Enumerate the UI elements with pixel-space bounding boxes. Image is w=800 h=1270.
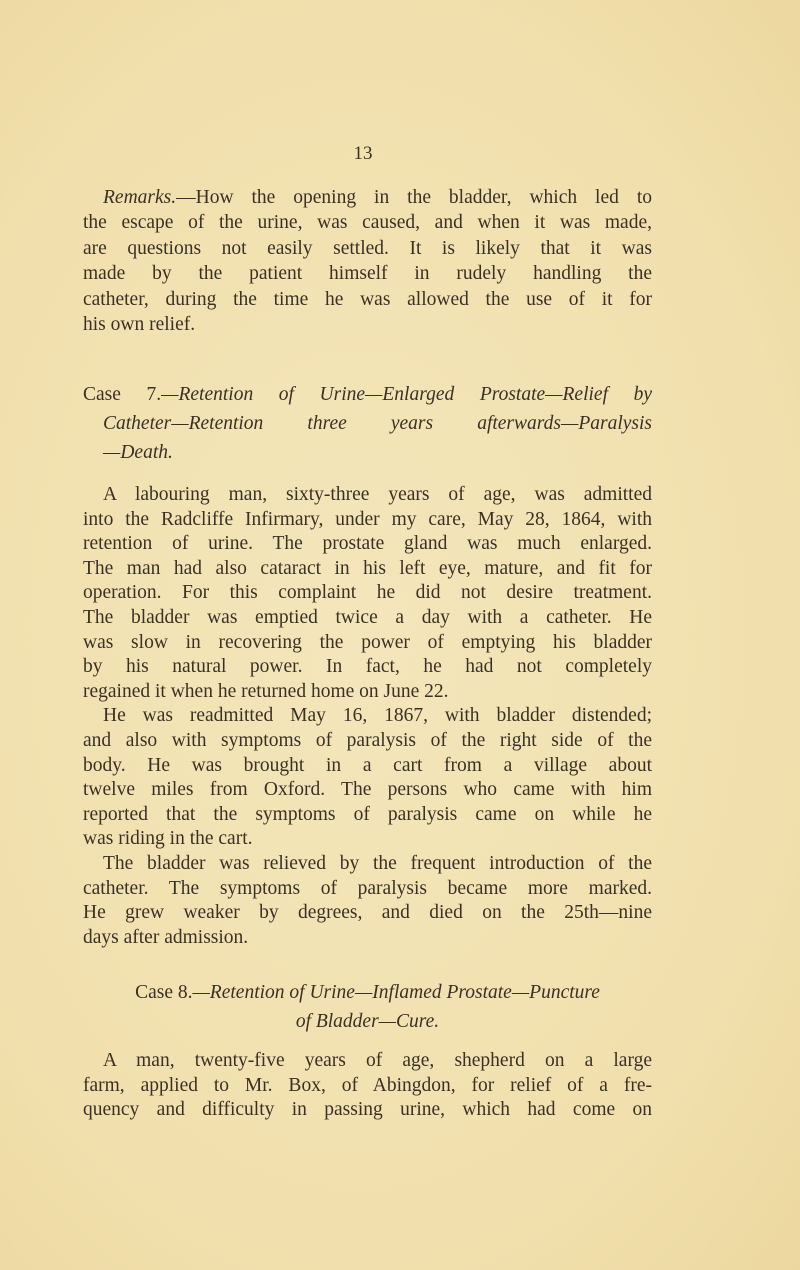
case-7-body — [83, 483, 652, 950]
text-line — [83, 978, 652, 1007]
case-8-heading — [83, 978, 652, 1036]
heading-text: Catheter—Retention three years afterwards—Paralysis — [103, 413, 652, 434]
text-line — [83, 438, 652, 467]
line-text: A man, twenty-five years of age, shepherd on a large — [103, 1050, 652, 1071]
text-line — [83, 210, 652, 235]
remarks-label: Remarks. — [103, 187, 177, 208]
line-text: body. He was brought in a cart from a village about — [83, 754, 652, 776]
text-line — [83, 557, 652, 582]
text-line — [83, 655, 652, 680]
line-text: —How the opening in the bladder, which led to — [176, 187, 652, 208]
line-text: The man had also cataract in his left eye, mature, and fit for — [83, 557, 652, 579]
text-line — [83, 287, 652, 312]
line-text: the escape of the urine, was caused, and when it was made, — [83, 212, 652, 234]
text-line — [83, 483, 652, 508]
text-line — [83, 532, 652, 557]
text-line — [83, 680, 652, 705]
text-line — [83, 606, 652, 631]
line-text: and also with symptoms of paralysis of the right side of the — [83, 729, 652, 751]
line-text: by his natural power. In fact, he had not completely — [83, 656, 652, 678]
remarks-paragraph — [83, 185, 652, 337]
line-text: into the Radcliffe Infirmary, under my care, May 28, 1864, with — [83, 508, 652, 530]
line-text: reported that the symptoms of paralysis came on while he — [83, 803, 652, 825]
text-line — [83, 704, 652, 729]
text-line — [83, 1074, 652, 1099]
line-text: days after admission. — [83, 926, 249, 948]
text-line — [83, 236, 652, 261]
text-line — [83, 508, 652, 533]
line-text: The bladder was emptied twice a day with a catheter. He — [83, 606, 652, 628]
text-line — [83, 729, 652, 754]
heading-text: of Bladder—Cure. — [295, 1011, 440, 1032]
text-line — [83, 581, 652, 606]
heading-text: —Retention of Urine—Enlarged Prostate—Relief by — [161, 384, 652, 405]
line-text: twelve miles from Oxford. The persons who came with him — [83, 779, 652, 801]
text-line — [83, 1007, 652, 1036]
line-text: his own relief. — [83, 313, 196, 335]
case-8-body — [83, 1049, 652, 1123]
line-text: was riding in the cart. — [83, 828, 253, 850]
line-text: are questions not easily settled. It is likely that it was — [83, 237, 652, 259]
line-text: A labouring man, sixty-three years of age, was admitted — [103, 484, 652, 505]
line-text: He grew weaker by degrees, and died on the 25th—nine — [83, 902, 652, 924]
line-text: regained it when he returned home on June 22. — [83, 680, 449, 702]
line-text: made by the patient himself in rudely handling the — [83, 263, 652, 285]
heading-text: —Death. — [103, 442, 173, 463]
line-text: farm, applied to Mr. Box, of Abingdon, for relief of a fre- — [83, 1074, 652, 1096]
line-text: retention of urine. The prostate gland was much enlarged. — [83, 533, 652, 555]
text-line — [83, 185, 652, 210]
text-line — [83, 631, 652, 656]
case-label: Case 8. — [135, 982, 193, 1003]
text-line — [83, 827, 652, 852]
line-text: operation. For this complaint he did not desire treatment. — [83, 582, 652, 604]
heading-text: —Retention of Urine—Inflamed Prostate—Puncture — [192, 982, 600, 1003]
text-line — [83, 901, 652, 926]
line-text: catheter, during the time he was allowed the use of it for — [83, 288, 652, 310]
line-text: quency and difficulty in passing urine, which had come on — [83, 1099, 652, 1120]
text-line — [83, 803, 652, 828]
text-line — [83, 778, 652, 803]
case-7-heading — [83, 380, 652, 467]
text-line — [83, 261, 652, 286]
page-number: 13 — [353, 143, 373, 164]
line-text: He was readmitted May 16, 1867, with bladder distended; — [103, 705, 652, 727]
line-text: catheter. The symptoms of paralysis became more marked. — [83, 877, 652, 899]
text-line — [83, 877, 652, 902]
text-line — [83, 754, 652, 779]
line-text: The bladder was relieved by the frequent introduction of the — [103, 852, 652, 874]
text-line — [83, 409, 652, 438]
text-line — [83, 852, 652, 877]
text-line — [83, 926, 652, 951]
text-line — [83, 380, 652, 409]
text-line — [83, 1049, 652, 1074]
text-line — [83, 1098, 652, 1123]
text-line — [83, 312, 652, 337]
line-text: was slow in recovering the power of emptying his bladder — [83, 631, 652, 653]
case-label: Case 7. — [83, 384, 162, 405]
